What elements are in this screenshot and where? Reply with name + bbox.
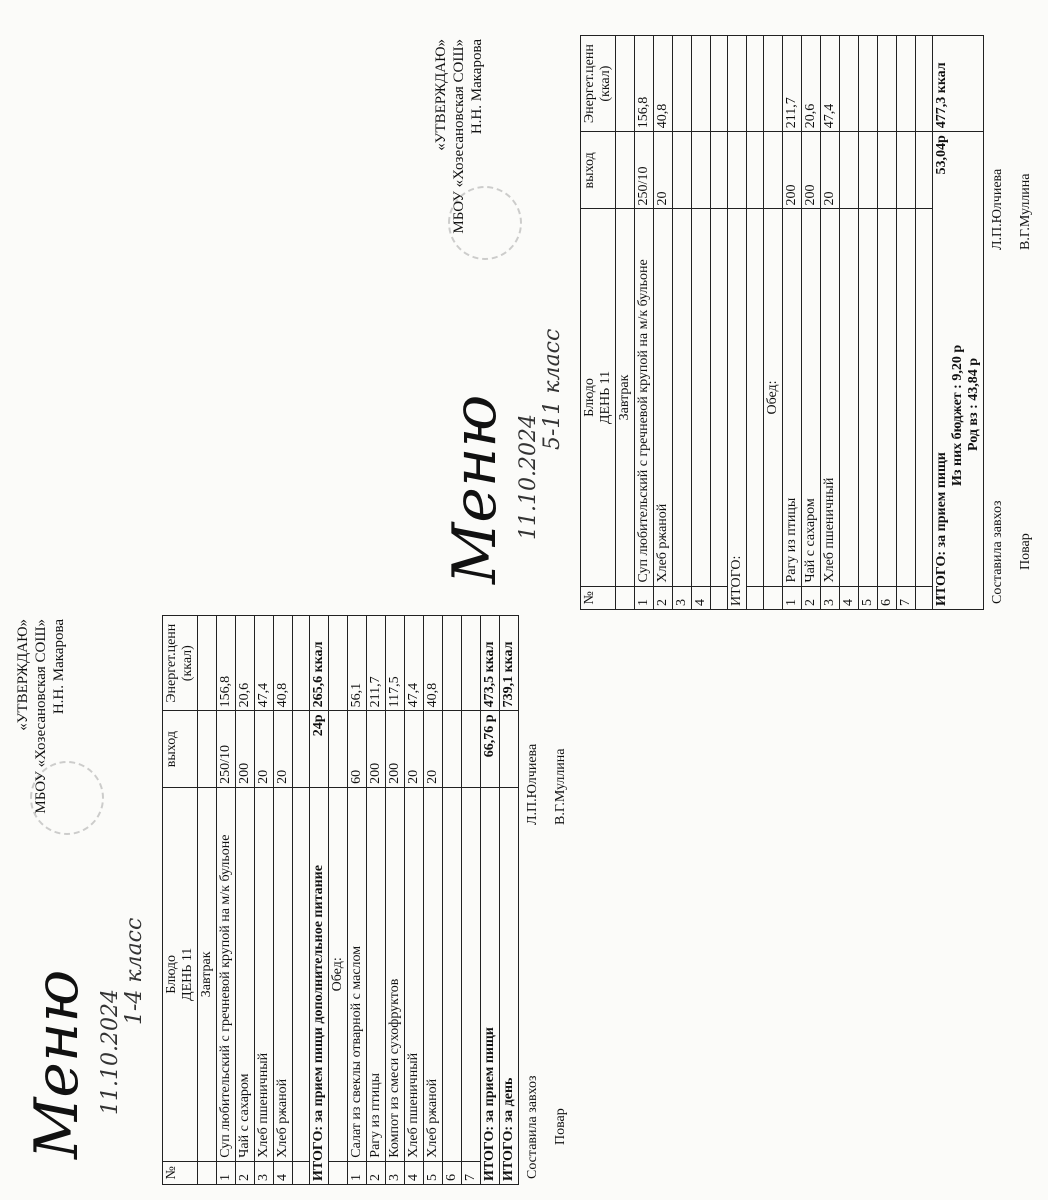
cook-label: Повар [553, 1108, 568, 1145]
table-row: 3 [673, 36, 692, 610]
table-row: 2 Хлеб ржаной 20 40,8 [654, 36, 673, 610]
handwritten-classes: 5-11 класс [540, 328, 565, 450]
signatures [523, 615, 583, 1185]
menu-table [162, 615, 519, 1185]
cook-name: В.Г.Муллина [553, 748, 568, 825]
table-row: 4 [692, 36, 711, 610]
col-num: № [163, 1161, 198, 1184]
menu-sheet-1-4 [12, 615, 583, 1185]
col-dish: Блюдо ДЕНЬ 11 [163, 787, 198, 1161]
table-row: 2 Рагу из птицы 200 211,7 [367, 616, 386, 1185]
table-header-row [163, 616, 198, 1185]
subtotal-row: ИТОГО: [728, 36, 747, 610]
table-row: 7 [462, 616, 481, 1185]
compiled-name: Л.П.Юлчиева [990, 168, 1005, 250]
table-row: 4 Хлеб пшеничный 20 47,4 [405, 616, 424, 1185]
menu-sheet-5-11 [430, 35, 1048, 610]
table-row: 4 Хлеб ржаной 20 40,8 [274, 616, 293, 1185]
col-output: выход [163, 711, 198, 788]
table-row: 3 Компот из смеси сухофруктов 200 117,5 [386, 616, 405, 1185]
table-row: 6 [878, 36, 897, 610]
approval-director: Н.Н. Макарова [51, 619, 67, 715]
col-dish: Блюдо ДЕНЬ 11 [581, 209, 616, 586]
compiled-label: Составила завхоз [525, 1075, 540, 1179]
table-row: 1 Суп любительский с гречневой крупой на м/к бульоне 250/10 156,8 [635, 36, 654, 610]
table-row: 5 Хлеб ржаной 20 40,8 [424, 616, 443, 1185]
section-lunch: Обед: [764, 209, 783, 586]
table-row: 2 Чай с сахаром 200 20,6 [802, 36, 821, 610]
menu-header [12, 615, 162, 1185]
approval-block [14, 619, 68, 814]
menu-header [430, 35, 580, 610]
handwritten-classes: 1-4 класс [122, 917, 147, 1025]
menu-table [580, 35, 984, 610]
col-output: выход [581, 132, 616, 209]
subtotal-row: ИТОГО: за прием пищи дополнительное питание 24р 265,6 ккал [310, 616, 329, 1185]
table-row: 2 Чай с сахаром 200 20,6 [236, 616, 255, 1185]
signatures [988, 35, 1048, 610]
col-num: № [581, 586, 616, 609]
approval-block [432, 39, 486, 234]
table-row: 1 Суп любительский с гречневой крупой на м/к бульоне 250/10 156,8 [217, 616, 236, 1185]
approval-label: «УТВЕРЖДАЮ» [15, 619, 31, 731]
compiled-name: Л.П.Юлчиева [525, 743, 540, 825]
approval-org: МБОУ «Хозесановская СОШ» [451, 39, 467, 234]
section-breakfast: Завтрак [616, 209, 635, 586]
table-row: 6 [443, 616, 462, 1185]
total-meal-row: ИТОГО: за прием пищи 53,04р Из них бюджет : 9,20 р Род вз : 43,84 р 477,3 ккал [933, 36, 984, 610]
table-row: 7 [897, 36, 916, 610]
col-energy: Энергет.ценн (ккал) [581, 36, 616, 132]
total-day-row: ИТОГО: за день 739,1 ккал [500, 616, 519, 1185]
section-lunch: Обед: [329, 787, 348, 1161]
table-row: 3 Хлеб пшеничный 20 47,4 [821, 36, 840, 610]
table-row: 3 Хлеб пшеничный 20 47,4 [255, 616, 274, 1185]
menu-title: Меню [22, 969, 92, 1159]
approval-org: МБОУ «Хозесановская СОШ» [33, 619, 49, 814]
handwritten-date: 11.10.2024 [516, 414, 541, 540]
cook-name: В.Г.Муллина [1018, 173, 1033, 250]
table-row: 1 Рагу из птицы 200 211,7 [783, 36, 802, 610]
table-header-row [581, 36, 616, 610]
table-row: 4 [840, 36, 859, 610]
table-row: 1 Салат из свеклы отварной с маслом 60 56,1 [348, 616, 367, 1185]
approval-label: «УТВЕРЖДАЮ» [433, 39, 449, 151]
compiled-label: Составила завхоз [990, 500, 1005, 604]
handwritten-date: 11.10.2024 [98, 989, 123, 1115]
total-meal-row: ИТОГО: за прием пищи 66,76 р 473,5 ккал [481, 616, 500, 1185]
section-breakfast: Завтрак [198, 787, 217, 1161]
col-energy: Энергет.ценн (ккал) [163, 616, 198, 711]
table-row: 5 [859, 36, 878, 610]
cook-label: Повар [1018, 533, 1033, 570]
menu-title: Меню [440, 394, 510, 584]
approval-director: Н.Н. Макарова [469, 39, 485, 135]
